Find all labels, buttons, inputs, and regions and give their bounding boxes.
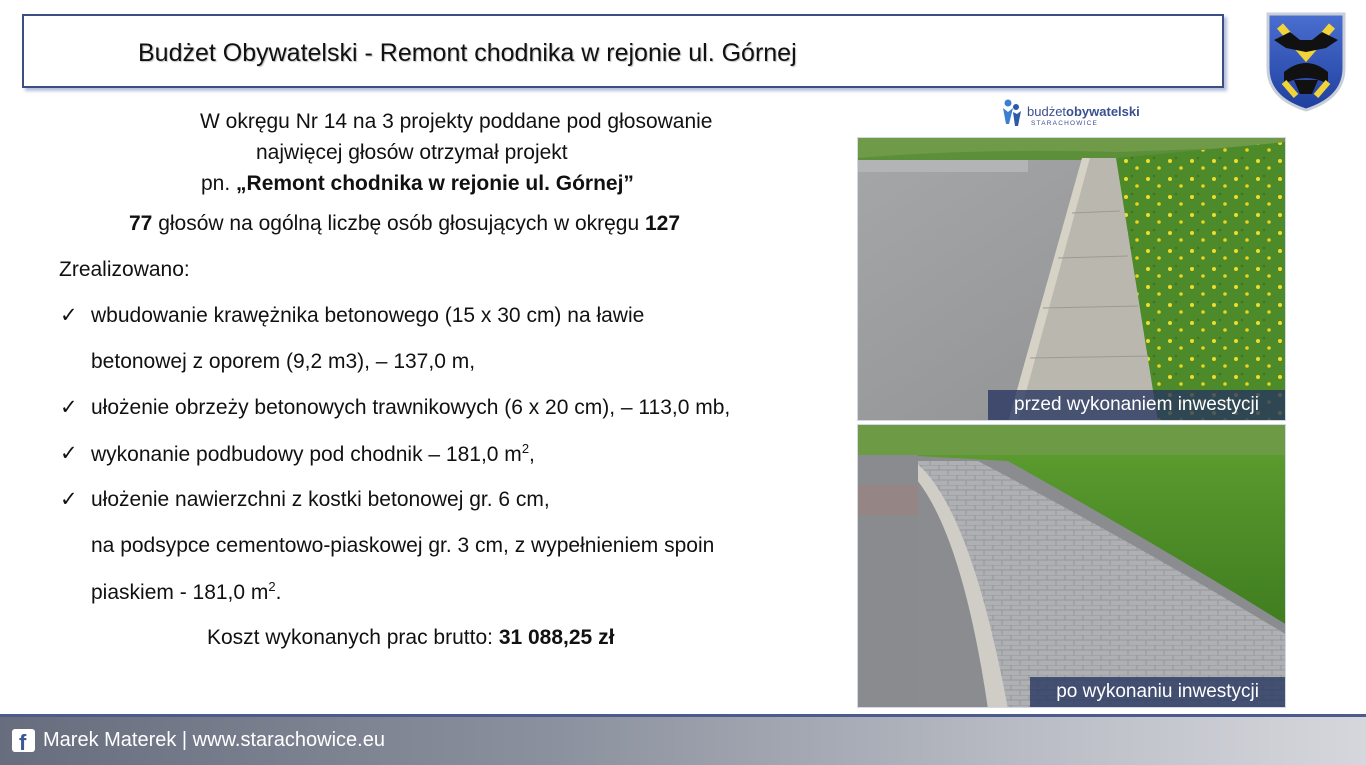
intro-line-2: najwięcej głosów otrzymał projekt bbox=[256, 141, 568, 164]
checkmark-icon: ✓ bbox=[60, 442, 78, 465]
item-4-line-2: na podsypce cementowo-piaskowej gr. 3 cm, z wypełnieniem spoin bbox=[91, 534, 715, 557]
sidewalk-before-image bbox=[858, 138, 1286, 421]
intro-line-3 bbox=[201, 172, 634, 196]
cost-line bbox=[207, 626, 614, 650]
item-4-line-3-text: piaskiem - 181,0 m bbox=[91, 581, 269, 604]
photo-after bbox=[857, 424, 1286, 708]
item-4-line-3-sup: 2 bbox=[268, 579, 276, 594]
item-3-sup: 2 bbox=[521, 441, 530, 456]
logo-brand-bold: budżet bbox=[1027, 104, 1067, 119]
footer-bar bbox=[0, 714, 1366, 765]
checkmark-icon: ✓ bbox=[60, 304, 78, 327]
item-2: ułożenie obrzeży betonowych trawnikowych (6 x 20 cm), – 113,0 mb, bbox=[91, 396, 731, 419]
logo-brand bbox=[1027, 104, 1140, 119]
item-4-line-3-end: . bbox=[275, 581, 282, 604]
facebook-glyph: f bbox=[19, 730, 27, 755]
city-crest-icon bbox=[1264, 10, 1348, 114]
caption-after: po wykonaniu inwestycji bbox=[1030, 677, 1285, 707]
page-title: Budżet Obywatelski - Remont chodnika w rejonie ul. Górnej bbox=[138, 39, 797, 67]
votes-count: 77 bbox=[129, 212, 153, 235]
realized-label: Zrealizowano: bbox=[59, 258, 190, 281]
people-logo-icon bbox=[1000, 98, 1026, 128]
votes-text: głosów na ogólną liczbę osób głosujących w okręgu bbox=[152, 212, 645, 235]
facebook-icon[interactable] bbox=[12, 729, 35, 755]
title-box bbox=[22, 14, 1224, 88]
item-1-line-2: betonowej z oporem (9,2 m3), – 137,0 m, bbox=[91, 350, 476, 373]
footer-text: Marek Materek | www.starachowice.eu bbox=[43, 729, 385, 751]
checkmark-icon: ✓ bbox=[60, 396, 78, 419]
budzet-obywatelski-logo bbox=[1000, 98, 1150, 130]
item-3-text: wykonanie podbudowy pod chodnik – 181,0 m bbox=[91, 443, 522, 466]
project-name: „Remont chodnika w rejonie ul. Górnej” bbox=[236, 172, 634, 195]
item-4-line-3 bbox=[91, 579, 281, 605]
intro-line-3-prefix: pn. bbox=[201, 172, 237, 195]
intro-line-1: W okręgu Nr 14 na 3 projekty poddane pod głosowanie bbox=[200, 110, 713, 133]
item-3-end: , bbox=[529, 443, 535, 466]
item-1-line-1: wbudowanie krawężnika betonowego (15 x 30 cm) na ławie bbox=[91, 304, 645, 327]
caption-before: przed wykonaniem inwestycji bbox=[988, 390, 1285, 420]
votes-line bbox=[129, 212, 680, 236]
cost-label: Koszt wykonanych prac brutto: bbox=[207, 626, 499, 649]
cost-value: 31 088,25 zł bbox=[498, 626, 615, 649]
item-4-line-1: ułożenie nawierzchni z kostki betonowej gr. 6 cm, bbox=[91, 488, 550, 511]
logo-city: STARACHOWICE bbox=[1031, 120, 1099, 127]
item-3 bbox=[91, 441, 535, 467]
sidewalk-after-image bbox=[858, 425, 1286, 708]
checkmark-icon: ✓ bbox=[60, 488, 78, 511]
logo-brand-rest: obywatelski bbox=[1066, 104, 1140, 119]
votes-total: 127 bbox=[645, 212, 681, 235]
photo-before bbox=[857, 137, 1286, 421]
